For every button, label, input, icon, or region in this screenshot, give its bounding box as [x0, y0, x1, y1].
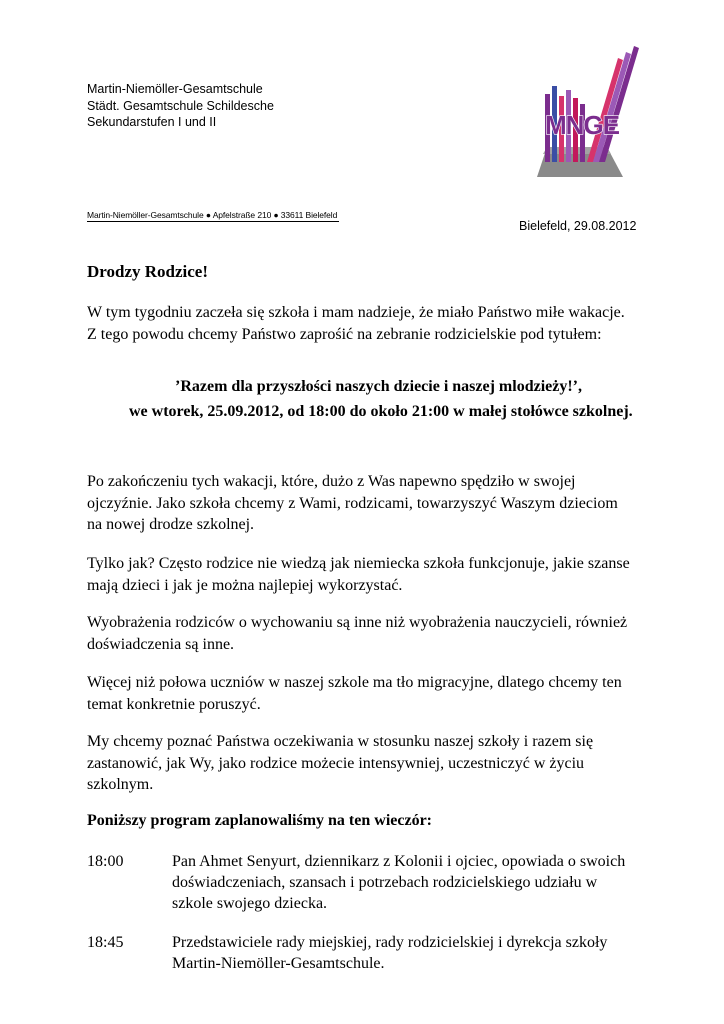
program-heading: Poniższy program zaplanowaliśmy na ten wieczór: [87, 812, 432, 829]
program-time: 18:45 [87, 934, 124, 951]
text-line: temat konkretnie poruszyć. [87, 695, 261, 713]
letter-date: Bielefeld, 29.08.2012 [519, 219, 637, 233]
text-line: Z tego powodu chcemy Państwo zaprośić na zebranie rodzicielskie pod tytułem: [87, 325, 602, 343]
paragraph-vacation [87, 471, 667, 536]
text-line: mają dzieci i jak je można najlepiej wykorzystać. [87, 576, 403, 594]
paragraph-expectations [87, 612, 667, 655]
intro-paragraph [87, 302, 667, 345]
text-line: doświadczenia są inne. [87, 635, 235, 653]
program-description [172, 851, 625, 914]
text-line: doświadczeniach, szansach i potrzebach rodzicielskiego udziału w [172, 874, 598, 891]
event-details: we wtorek, 25.09.2012, od 18:00 do około 21:00 w małej stołówce szkolnej. [129, 403, 633, 420]
text-line: szkolnym. [87, 776, 154, 793]
logo-text: MNGE [545, 110, 619, 140]
text-line: Przedstawiciele rady miejskiej, rady rodzicielskiej i dyrekcja szkoły [172, 934, 608, 951]
text-line: Martin-Niemöller-Gesamtschule. [172, 955, 385, 972]
school-logo [535, 46, 645, 182]
logo-bar [593, 52, 631, 162]
salutation: Drodzy Rodzice! [87, 262, 209, 281]
text-line: W tym tygodniu zaczeła się szkoła i mam nadzieje, że miało Państwo miłe wakacje. [87, 304, 625, 321]
school-type: Städt. Gesamtschule Schildesche [87, 98, 274, 113]
paragraph-migration [87, 672, 667, 715]
text-line: Tylko jak? Często rodzice nie wiedzą jak niemiecka szkoła funkcjonuje, jakie szanse [87, 555, 630, 572]
paragraph-participation [87, 731, 667, 796]
text-line: Po zakończeniu tych wakacji, które, dużo z Was napewno spędziło w swojej [87, 473, 576, 490]
text-line: zastanowić, jak Wy, jako rodzice możecie intensywniej, uczestniczyć w życiu [87, 754, 585, 772]
sender-address: Martin-Niemöller-Gesamtschule ● Apfelstraße 210 ● 33611 Bielefeld [87, 210, 338, 220]
program-description [172, 932, 607, 974]
text-line: ojczyźnie. Jako szkoła chcemy z Wami, rodzicami, towarzyszyć Waszym dzieciom [87, 494, 618, 512]
text-line: na nowej drodze szkolnej. [87, 516, 255, 533]
school-name: Martin-Niemöller-Gesamtschule [87, 82, 263, 96]
school-levels: Sekundarstufen I und II [87, 115, 217, 129]
letterhead [87, 81, 274, 131]
sender-address-line [87, 210, 337, 220]
text-line: szkole swojego dziecka. [172, 895, 328, 912]
paragraph-question [87, 553, 667, 596]
event-title: ’Razem dla przyszłości naszych dziecie i naszej mlodzieży!’, [175, 378, 583, 395]
text-line: My chcemy poznać Państwa oczekiwania w stosunku naszej szkoły i razem się [87, 733, 594, 750]
text-line: Więcej niż połowa uczniów w naszej szkole ma tło migracyjne, dlatego chcemy ten [87, 674, 622, 691]
text-line: Wyobrażenia rodziców o wychowaniu są inne niż wyobrażenia nauczycieli, również [87, 614, 628, 631]
program-time: 18:00 [87, 853, 124, 870]
sender-underline [87, 221, 339, 222]
text-line: Pan Ahmet Senyurt, dziennikarz z Kolonii i ojciec, opowiada o swoich [172, 853, 626, 870]
